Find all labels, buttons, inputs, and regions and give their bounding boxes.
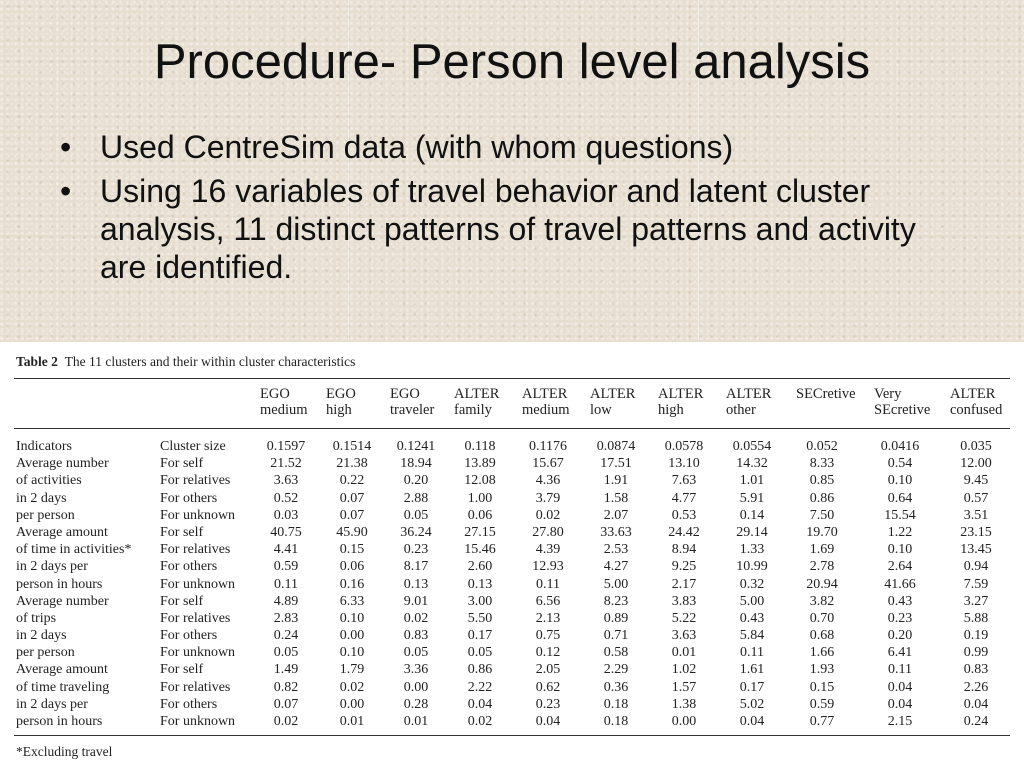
table-image: [0, 342, 1024, 768]
value-cell: 7.63: [671, 473, 697, 489]
value-cell: 40.75: [270, 524, 302, 540]
value-cell: 5.02: [739, 696, 765, 712]
value-cell: 13.45: [960, 542, 992, 558]
value-cell: 0.13: [403, 576, 429, 592]
value-cell: 27.15: [464, 524, 496, 540]
value-cell: 0.52: [273, 490, 299, 506]
value-cell: 2.53: [603, 542, 629, 558]
value-cell: 0.1176: [529, 439, 567, 454]
value-cell: 6.33: [339, 593, 365, 609]
value-cell: 0.05: [273, 645, 299, 661]
value-cell: 0.02: [467, 714, 493, 729]
value-cell: 5.50: [467, 610, 493, 626]
table-row: [0, 644, 1024, 661]
value-cell: 0.59: [273, 559, 299, 575]
value-cell: 0.05: [403, 507, 429, 523]
value-cell: 1.49: [273, 662, 299, 678]
table-bottom-rule: [14, 735, 1010, 736]
value-cell: 2.83: [273, 610, 299, 626]
value-cell: 0.02: [535, 507, 561, 523]
group-cell: For relatives: [160, 610, 231, 626]
indicator-cell: person in hours: [16, 714, 103, 729]
column-header: Very SEcretive: [874, 386, 931, 418]
value-cell: 0.0578: [664, 439, 704, 454]
value-cell: 0.70: [809, 610, 835, 626]
bullet-dot: •: [60, 173, 72, 209]
value-cell: 0.28: [403, 696, 429, 712]
value-cell: 15.54: [884, 507, 916, 523]
column-header: ALTER low: [590, 386, 636, 418]
value-cell: 0.22: [339, 473, 365, 489]
value-cell: 0.16: [339, 576, 365, 592]
value-cell: 19.70: [806, 524, 838, 540]
group-cell: For unknown: [160, 714, 236, 729]
value-cell: 10.99: [736, 559, 768, 575]
table-row: [0, 507, 1024, 524]
value-cell: 1.69: [809, 542, 835, 558]
value-cell: 5.00: [603, 576, 629, 592]
value-cell: 0.02: [403, 610, 429, 626]
value-cell: 0.86: [467, 662, 493, 678]
value-cell: 0.13: [467, 576, 493, 592]
value-cell: 2.13: [535, 610, 561, 626]
value-cell: 15.67: [532, 456, 564, 472]
value-cell: 5.88: [963, 610, 989, 626]
value-cell: 0.83: [963, 662, 989, 678]
value-cell: 3.51: [963, 507, 989, 523]
value-cell: 0.36: [603, 679, 629, 695]
value-cell: 20.94: [806, 576, 838, 592]
indicator-cell: Average number: [16, 456, 109, 472]
value-cell: 1.66: [809, 645, 835, 661]
group-cell: For others: [160, 559, 218, 575]
column-header: ALTER medium: [522, 386, 570, 418]
value-cell: 5.84: [739, 628, 765, 644]
value-cell: 0.05: [467, 645, 493, 661]
value-cell: 0.75: [535, 628, 561, 644]
value-cell: 8.23: [603, 593, 629, 609]
value-cell: 0.04: [887, 696, 913, 712]
value-cell: 8.17: [403, 559, 429, 575]
value-cell: 2.05: [535, 662, 561, 678]
table-header-rule: [14, 428, 1010, 429]
value-cell: 0.17: [467, 628, 493, 644]
indicator-cell: of time traveling: [16, 679, 110, 695]
group-cell: For relatives: [160, 679, 231, 695]
value-cell: 13.10: [668, 456, 700, 472]
value-cell: 0.43: [887, 593, 913, 609]
table-row: [0, 438, 1024, 455]
value-cell: 4.27: [603, 559, 629, 575]
value-cell: 0.12: [535, 645, 561, 661]
table-row: [0, 610, 1024, 627]
value-cell: 4.77: [671, 490, 697, 506]
value-cell: 0.00: [671, 714, 697, 729]
table-caption-label: Table 2: [16, 354, 58, 369]
indicator-cell: Average amount: [16, 662, 108, 678]
value-cell: 6.56: [535, 593, 561, 609]
value-cell: 0.18: [603, 714, 629, 729]
value-cell: 0.07: [339, 507, 365, 523]
value-cell: 0.19: [963, 628, 989, 644]
value-cell: 29.14: [736, 524, 768, 540]
value-cell: 3.36: [403, 662, 429, 678]
value-cell: 0.23: [887, 610, 913, 626]
value-cell: 12.08: [464, 473, 496, 489]
column-header: ALTER other: [726, 386, 772, 418]
value-cell: 0.10: [339, 610, 365, 626]
value-cell: 0.85: [809, 473, 835, 489]
indicator-cell: in 2 days: [16, 628, 67, 644]
value-cell: 18.94: [400, 456, 432, 472]
group-cell: For others: [160, 490, 218, 506]
group-cell: For unknown: [160, 576, 236, 592]
value-cell: 0.23: [535, 696, 561, 712]
indicator-cell: in 2 days per: [16, 696, 88, 712]
value-cell: 0.04: [963, 696, 989, 712]
value-cell: 0.10: [339, 645, 365, 661]
value-cell: 2.17: [671, 576, 697, 592]
value-cell: 41.66: [884, 576, 916, 592]
value-cell: 3.63: [671, 628, 697, 644]
value-cell: 0.58: [603, 645, 629, 661]
value-cell: 23.15: [960, 524, 992, 540]
value-cell: 0.1514: [332, 439, 372, 454]
value-cell: 0.01: [339, 714, 365, 729]
value-cell: 1.22: [887, 524, 913, 540]
group-cell: For unknown: [160, 507, 236, 523]
value-cell: 0.18: [603, 696, 629, 712]
value-cell: 15.46: [464, 542, 496, 558]
value-cell: 2.26: [963, 679, 989, 695]
value-cell: 0.54: [887, 456, 913, 472]
value-cell: 0.14: [739, 507, 765, 523]
value-cell: 1.93: [809, 662, 835, 678]
value-cell: 0.05: [403, 645, 429, 661]
value-cell: 4.39: [535, 542, 561, 558]
column-header: ALTER family: [454, 386, 500, 418]
table-row: [0, 576, 1024, 593]
value-cell: 0.1597: [266, 439, 306, 454]
value-cell: 0.04: [887, 679, 913, 695]
table-body: [0, 438, 1024, 730]
value-cell: 4.36: [535, 473, 561, 489]
value-cell: 0.11: [536, 576, 560, 592]
table-row: [0, 558, 1024, 575]
indicator-cell: Average amount: [16, 524, 108, 540]
value-cell: 0.07: [339, 490, 365, 506]
value-cell: 45.90: [336, 524, 368, 540]
value-cell: 8.33: [809, 456, 835, 472]
value-cell: 21.52: [270, 456, 302, 472]
value-cell: 4.41: [273, 542, 299, 558]
value-cell: 0.1241: [396, 439, 436, 454]
value-cell: 0.86: [809, 490, 835, 506]
group-cell: For others: [160, 696, 218, 712]
value-cell: 24.42: [668, 524, 700, 540]
value-cell: 0.15: [339, 542, 365, 558]
indicator-cell: person in hours: [16, 576, 103, 592]
indicator-cell: Average number: [16, 593, 109, 609]
slide-title: Procedure- Person level analysis: [153, 35, 871, 89]
value-cell: 0.04: [535, 714, 561, 729]
value-cell: 2.78: [809, 559, 835, 575]
value-cell: 12.93: [532, 559, 564, 575]
value-cell: 0.10: [887, 542, 913, 558]
value-cell: 0.07: [273, 696, 299, 712]
value-cell: 0.43: [739, 610, 765, 626]
value-cell: 1.33: [739, 542, 765, 558]
bullet-item: [56, 128, 956, 166]
value-cell: 1.91: [603, 473, 629, 489]
value-cell: 0.23: [403, 542, 429, 558]
table-row: [0, 679, 1024, 696]
group-cell: For unknown: [160, 645, 236, 661]
value-cell: 14.32: [736, 456, 768, 472]
value-cell: 0.052: [806, 439, 838, 454]
value-cell: 33.63: [600, 524, 632, 540]
value-cell: 0.00: [339, 628, 365, 644]
group-cell: For self: [160, 662, 204, 678]
value-cell: 6.41: [887, 645, 913, 661]
column-header: ALTER confused: [950, 386, 1003, 418]
value-cell: 0.24: [963, 714, 989, 729]
value-cell: 0.00: [339, 696, 365, 712]
value-cell: 0.99: [963, 645, 989, 661]
value-cell: 12.00: [960, 456, 992, 472]
table-footnote: *Excluding travel: [16, 744, 113, 759]
bullet-dot: •: [60, 129, 72, 165]
value-cell: 1.00: [467, 490, 493, 506]
group-cell: Cluster size: [160, 439, 226, 454]
value-cell: 2.07: [603, 507, 629, 523]
value-cell: 0.24: [273, 628, 299, 644]
value-cell: 3.82: [809, 593, 835, 609]
table-row: [0, 455, 1024, 472]
value-cell: 0.00: [403, 679, 429, 695]
table-row: [0, 713, 1024, 730]
value-cell: 0.89: [603, 610, 629, 626]
indicator-cell: Indicators: [16, 439, 72, 454]
value-cell: 0.32: [739, 576, 765, 592]
value-cell: 0.15: [809, 679, 835, 695]
value-cell: 0.06: [339, 559, 365, 575]
value-cell: 0.06: [467, 507, 493, 523]
value-cell: 0.71: [603, 628, 629, 644]
column-header: SECretive: [796, 386, 856, 402]
value-cell: 0.11: [888, 662, 912, 678]
value-cell: 0.02: [339, 679, 365, 695]
value-cell: 1.79: [339, 662, 365, 678]
table-row: [0, 541, 1024, 558]
indicator-cell: per person: [16, 645, 75, 661]
value-cell: 1.01: [739, 473, 765, 489]
value-cell: 0.20: [887, 628, 913, 644]
value-cell: 9.45: [963, 473, 989, 489]
value-cell: 1.57: [671, 679, 697, 695]
value-cell: 2.22: [467, 679, 493, 695]
value-cell: 0.0416: [880, 439, 920, 454]
value-cell: 0.57: [963, 490, 989, 506]
indicator-cell: of activities: [16, 473, 82, 489]
table-row: [0, 696, 1024, 713]
value-cell: 0.03: [273, 507, 299, 523]
value-cell: 3.83: [671, 593, 697, 609]
bullet-item: [56, 172, 956, 286]
value-cell: 9.25: [671, 559, 697, 575]
value-cell: 7.59: [963, 576, 989, 592]
value-cell: 0.83: [403, 628, 429, 644]
bullet-text: Used CentreSim data (with whom questions): [100, 129, 734, 165]
value-cell: 36.24: [400, 524, 432, 540]
value-cell: 5.22: [671, 610, 697, 626]
value-cell: 0.62: [535, 679, 561, 695]
column-header: ALTER high: [658, 386, 704, 418]
table-row: [0, 472, 1024, 489]
value-cell: 7.50: [809, 507, 835, 523]
value-cell: 0.02: [273, 714, 299, 729]
value-cell: 0.0554: [732, 439, 772, 454]
column-header: EGO medium: [260, 386, 308, 418]
value-cell: 3.79: [535, 490, 561, 506]
indicator-cell: per person: [16, 507, 75, 523]
table-top-rule: [14, 378, 1010, 379]
group-cell: For self: [160, 593, 204, 609]
value-cell: 0.035: [960, 439, 992, 454]
indicator-cell: in 2 days per: [16, 559, 88, 575]
group-cell: For relatives: [160, 542, 231, 558]
bullet-text: Using 16 variables of travel behavior and latent cluster analysis, 11 distinct patterns of travel patterns and activity are identified.: [100, 173, 916, 285]
value-cell: 2.60: [467, 559, 493, 575]
table-row: [0, 627, 1024, 644]
table-row: [0, 490, 1024, 507]
value-cell: 5.91: [739, 490, 765, 506]
value-cell: 17.51: [600, 456, 632, 472]
value-cell: 2.88: [403, 490, 429, 506]
value-cell: 0.0874: [596, 439, 636, 454]
indicator-cell: of trips: [16, 610, 57, 626]
value-cell: 0.10: [887, 473, 913, 489]
indicator-cell: of time in activities*: [16, 542, 132, 558]
value-cell: 3.00: [467, 593, 493, 609]
indicator-cell: in 2 days: [16, 490, 67, 506]
value-cell: 0.53: [671, 507, 697, 523]
value-cell: 0.94: [963, 559, 989, 575]
value-cell: 0.04: [467, 696, 493, 712]
value-cell: 1.38: [671, 696, 697, 712]
value-cell: 0.64: [887, 490, 913, 506]
value-cell: 0.82: [273, 679, 299, 695]
value-cell: 0.01: [671, 645, 697, 661]
bullet-list: [56, 128, 956, 292]
group-cell: For others: [160, 628, 218, 644]
table-row: [0, 661, 1024, 678]
value-cell: 0.20: [403, 473, 429, 489]
table-caption: [16, 354, 355, 370]
group-cell: For self: [160, 456, 204, 472]
column-header: EGO high: [326, 386, 356, 418]
value-cell: 4.89: [273, 593, 299, 609]
group-cell: For relatives: [160, 473, 231, 489]
value-cell: 8.94: [671, 542, 697, 558]
value-cell: 3.27: [963, 593, 989, 609]
value-cell: 0.11: [740, 645, 764, 661]
value-cell: 0.77: [809, 714, 835, 729]
value-cell: 1.02: [671, 662, 697, 678]
value-cell: 0.59: [809, 696, 835, 712]
value-cell: 27.80: [532, 524, 564, 540]
value-cell: 0.17: [739, 679, 765, 695]
value-cell: 9.01: [403, 593, 429, 609]
table-row: [0, 524, 1024, 541]
value-cell: 5.00: [739, 593, 765, 609]
value-cell: 0.01: [403, 714, 429, 729]
value-cell: 0.04: [739, 714, 765, 729]
value-cell: 0.68: [809, 628, 835, 644]
value-cell: 2.29: [603, 662, 629, 678]
value-cell: 3.63: [273, 473, 299, 489]
value-cell: 2.64: [887, 559, 913, 575]
table-caption-text: The 11 clusters and their within cluster characteristics: [64, 354, 356, 369]
value-cell: 0.11: [274, 576, 298, 592]
value-cell: 1.58: [603, 490, 629, 506]
value-cell: 0.118: [464, 439, 496, 454]
group-cell: For self: [160, 524, 204, 540]
table-row: [0, 593, 1024, 610]
value-cell: 21.38: [336, 456, 368, 472]
value-cell: 2.15: [887, 714, 913, 729]
value-cell: 13.89: [464, 456, 496, 472]
column-header: EGO traveler: [390, 386, 435, 418]
value-cell: 1.61: [739, 662, 765, 678]
